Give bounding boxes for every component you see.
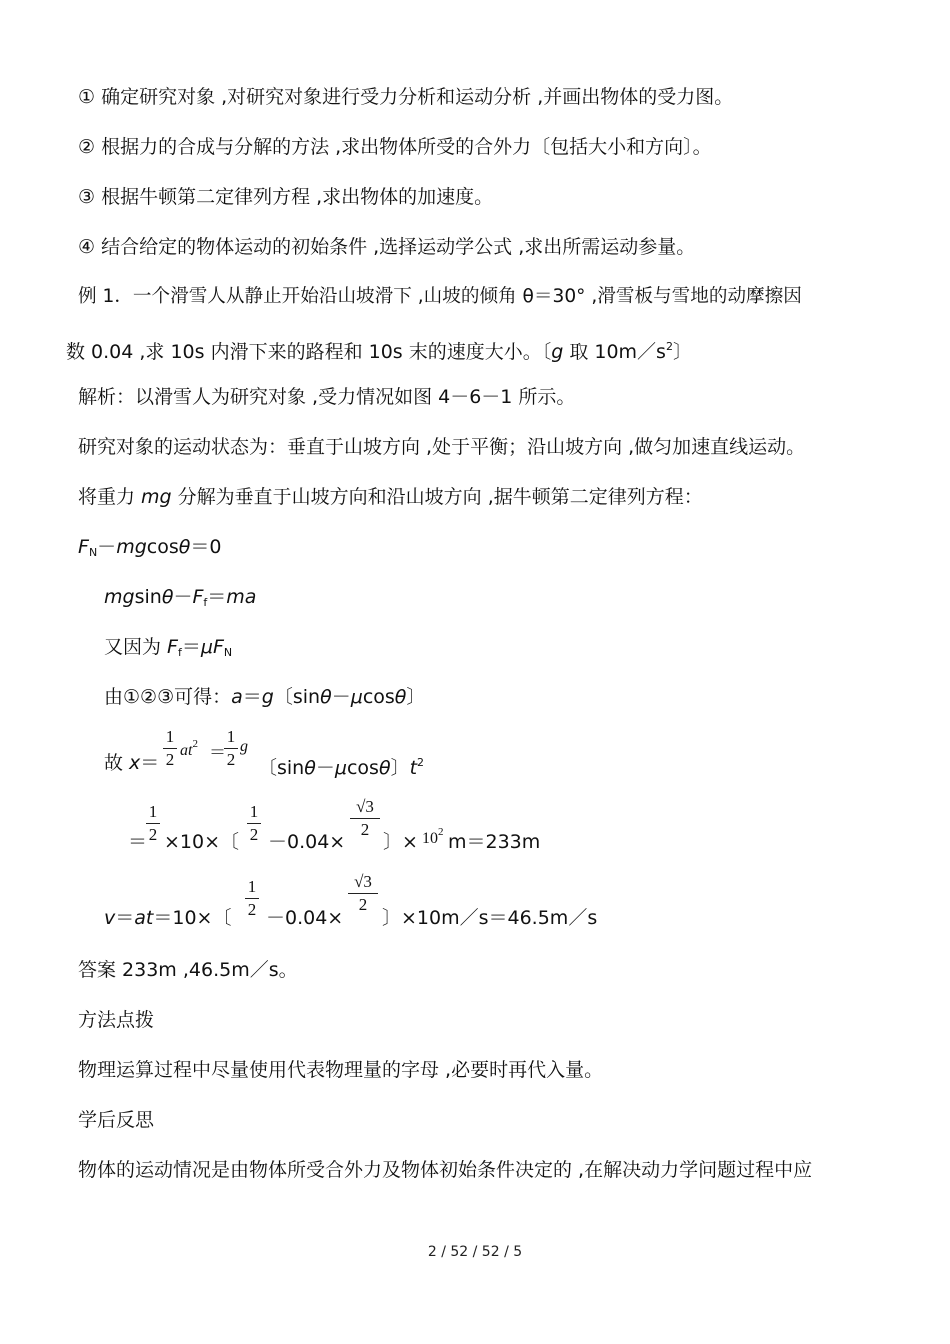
eq5-minus: － <box>315 757 335 779</box>
step-3: ③ 根据牛顿第二定律列方程 ,求出物体的加速度。 <box>78 186 494 208</box>
eq5-t-sup: 2 <box>417 756 425 769</box>
eq6-frac1-den: 2 <box>148 825 158 844</box>
eq2-theta: θ <box>161 586 174 608</box>
eq4-eq: ＝ <box>242 686 262 708</box>
eq6-fraction-2 <box>247 803 261 844</box>
example-line-2-text: 数 0.04 ,求 10s 内滑下来的路程和 10s 末的速度大小。〔 <box>66 341 552 363</box>
eq5-fraction-1 <box>163 728 177 769</box>
eq3-mu: μF <box>200 636 224 658</box>
eq5-rhs <box>258 751 424 780</box>
eq5-t: t <box>409 757 418 779</box>
eq5-eq: ＝ <box>140 752 160 774</box>
example-unit: 取 10m／s <box>563 341 666 363</box>
eq3-N: N <box>223 646 233 659</box>
eq5-frac1-num: 1 <box>165 727 175 746</box>
equation-3 <box>104 635 232 665</box>
analysis-line-1: 解析：以滑雪人为研究对象 ,受力情况如图 4－6－1 所示。 <box>78 386 576 408</box>
eq6-close: 〕× <box>383 831 418 853</box>
example-unit-sup: 2 <box>665 340 673 353</box>
analysis-l3-post: 分解为垂直于山坡方向和沿山坡方向 ,据牛顿第二定律列方程： <box>171 486 703 508</box>
eq3-eq: ＝ <box>181 636 201 658</box>
eq7-sqrt-num: √3 <box>354 872 372 891</box>
eq2-eq: ＝ <box>207 586 227 608</box>
analysis-line-2: 研究对象的运动状态为：垂直于山坡方向 ,处于平衡；沿山坡方向 ,做匀加速直线运动。 <box>78 436 806 458</box>
eq3-pre: 又因为 <box>104 636 168 658</box>
eq5-at-text: at <box>180 742 193 759</box>
eq6-frac2-num: 1 <box>249 802 259 821</box>
eq5-g: g <box>240 738 248 755</box>
equation-1 <box>78 535 221 565</box>
eq6-ten-sup: 2 <box>438 826 444 838</box>
eq1-mg: mg <box>116 536 147 558</box>
eq5-paren: 〔sin <box>258 757 305 779</box>
eq4-pre: 由①②③可得： <box>104 686 232 708</box>
example-line-2 <box>66 335 692 364</box>
eq5-x: x <box>129 752 141 774</box>
eq5-frac2-den: 2 <box>226 750 236 769</box>
eq7-fraction-sqrt <box>348 873 378 914</box>
eq6-times10: ×10×〔 <box>164 831 240 853</box>
eq7-frac-den: 2 <box>247 900 257 919</box>
eq4-g: g <box>261 686 274 708</box>
eq4-minus: － <box>331 686 351 708</box>
eq7-frac-num: 1 <box>247 877 257 896</box>
eq5-frac2-num: 1 <box>226 727 236 746</box>
eq7-rest: ＝10×〔 <box>153 907 232 929</box>
eq5-theta2: θ <box>378 757 391 779</box>
analysis-mg: mg <box>141 486 172 508</box>
eq1-minus: － <box>97 536 117 558</box>
eq5-close: 〕 <box>390 757 410 779</box>
eq7-sqrt-den: 2 <box>358 895 368 914</box>
eq2-mg: mg <box>104 586 135 608</box>
eq6-mid: －0.04× <box>268 831 346 853</box>
eq6-ten <box>422 826 444 848</box>
eq2-sin: sin <box>134 586 162 608</box>
eq4-mu: μ <box>350 686 363 708</box>
reflect-text: 物体的运动情况是由物体所受合外力及物体初始条件决定的 ,在解决动力学问题过程中应 <box>78 1159 813 1181</box>
eq4-paren: 〔sin <box>273 686 321 708</box>
eq2-minus: － <box>173 586 193 608</box>
eq5-at <box>180 738 198 760</box>
answer: 答案 233m ,46.5m／s。 <box>78 959 298 981</box>
eq1-cos: cos <box>146 536 179 558</box>
analysis-l3-pre: 将重力 <box>78 486 142 508</box>
eq4-theta2: θ <box>394 686 407 708</box>
eq6-frac2-den: 2 <box>249 825 259 844</box>
eq6-fraction-1 <box>146 803 160 844</box>
equation-4 <box>104 685 425 709</box>
analysis-line-3 <box>78 485 703 509</box>
step-2: ② 根据力的合成与分解的方法 ,求出物体所受的合外力〔包括大小和方向〕。 <box>78 136 712 158</box>
eq1-F: F <box>78 536 89 558</box>
eq5-fraction-2 <box>224 728 238 769</box>
eq4-close: 〕 <box>406 686 426 708</box>
eq2-ma: ma <box>226 586 257 608</box>
eq5-pre: 故 <box>104 752 130 774</box>
eq4-theta: θ <box>320 686 332 708</box>
eq6-frac1-num: 1 <box>148 802 158 821</box>
eq7-eq: ＝ <box>115 907 135 929</box>
eq6-eq: ＝ <box>128 831 148 853</box>
eq1-N: N <box>88 546 98 559</box>
eq2-F: F <box>192 586 204 608</box>
eq4-cos: cos <box>362 686 395 708</box>
eq5-at-sup: 2 <box>192 738 198 750</box>
eq1-end: ＝0 <box>190 536 222 558</box>
eq5-mu: μ <box>334 757 347 779</box>
eq7-end: 〕×10m／s＝46.5m／s <box>382 907 598 929</box>
example-line-1: 例 1．一个滑雪人从静止开始沿山坡滑下 ,山坡的倾角 θ＝30° ,滑雪板与雪地的动摩擦因 <box>78 286 802 307</box>
eq5-eq2: ＝ <box>209 743 226 763</box>
eq7-v: v <box>104 907 116 929</box>
eq2-f: f <box>203 596 208 609</box>
eq5-frac1-den: 2 <box>165 750 175 769</box>
eq6-sqrt-num: √3 <box>356 797 374 816</box>
example-g: g <box>551 341 564 363</box>
equation-2 <box>104 585 256 615</box>
eq5-theta: θ <box>304 757 316 779</box>
step-1: ① 确定研究对象 ,对研究对象进行受力分析和运动分析 ,并画出物体的受力图。 <box>78 86 734 108</box>
method-text: 物理运算过程中尽量使用代表物理量的字母 ,必要时再代入量。 <box>78 1059 604 1081</box>
eq5-lhs <box>104 751 159 775</box>
eq7-mid: －0.04× <box>266 907 344 929</box>
eq5-cos: cos <box>346 757 379 779</box>
eq7-lhs <box>104 906 231 930</box>
eq1-theta: θ <box>178 536 191 558</box>
eq7-at: at <box>134 907 154 929</box>
reflect-title: 学后反思 <box>78 1109 155 1131</box>
eq3-F: F <box>167 636 178 658</box>
example-end: 〕 <box>672 341 692 363</box>
page-footer: 2 / 52 / 52 / 5 <box>427 1244 523 1260</box>
eq6-sqrt-den: 2 <box>360 820 370 839</box>
method-title: 方法点拨 <box>78 1009 155 1031</box>
eq6-end: m＝233m <box>448 831 541 853</box>
eq3-f: f <box>177 646 182 659</box>
eq6-fraction-sqrt <box>350 798 380 839</box>
step-4: ④ 结合给定的物体运动的初始条件 ,选择运动学公式 ,求出所需运动参量。 <box>78 236 696 258</box>
eq6-ten-text: 10 <box>422 830 438 847</box>
eq4-a: a <box>231 686 243 708</box>
eq7-fraction-1 <box>245 878 259 919</box>
